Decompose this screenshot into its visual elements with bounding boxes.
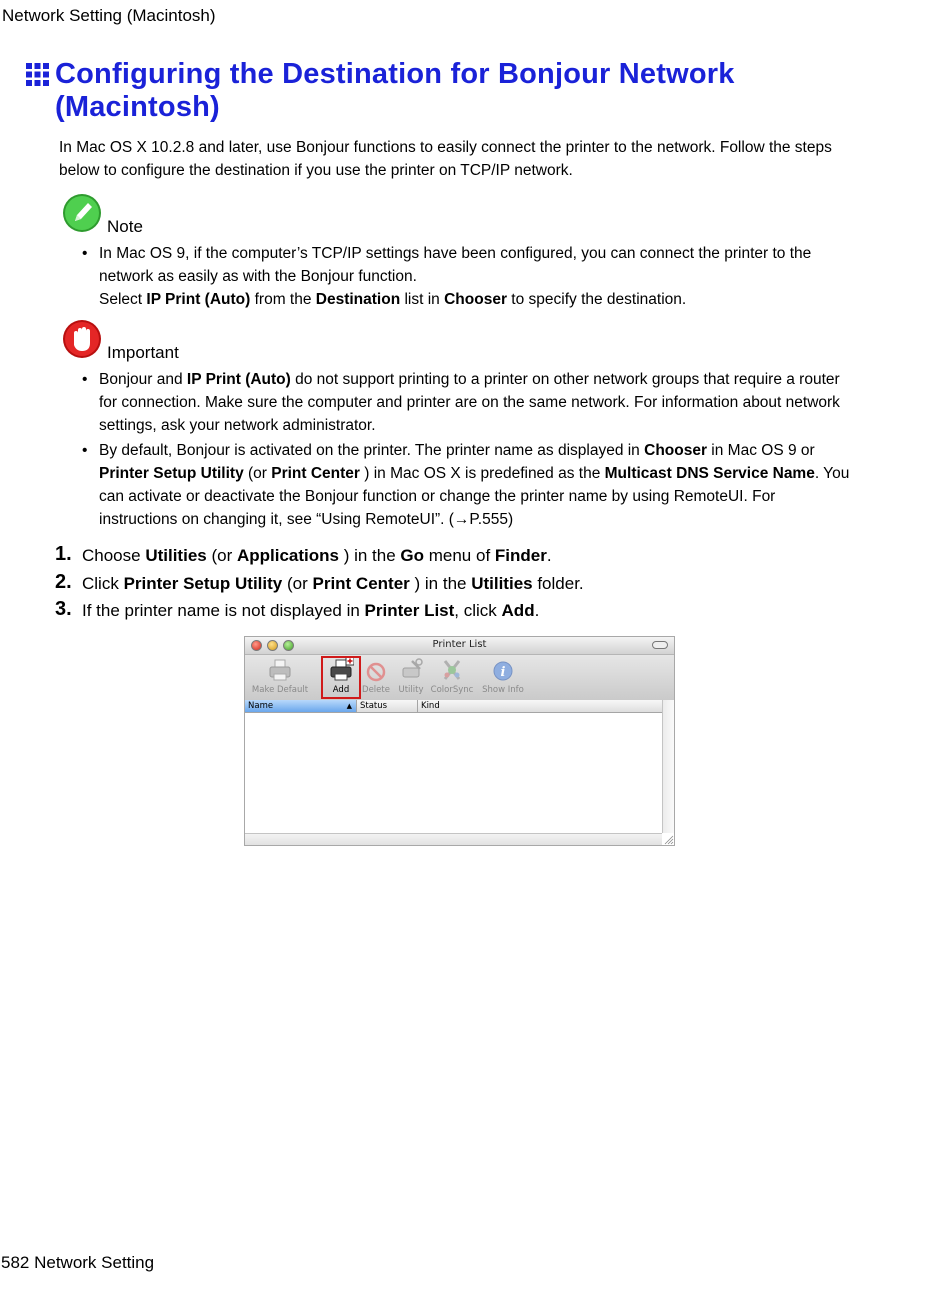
important-hand-icon <box>62 319 102 359</box>
printer-list[interactable] <box>245 713 662 833</box>
printer-list-window <box>244 636 675 846</box>
sort-ascending-icon: ▲ <box>346 702 352 710</box>
delete-icon <box>363 657 389 683</box>
printer-icon <box>267 657 293 683</box>
delete-button[interactable]: Delete <box>359 657 393 695</box>
utility-icon <box>398 657 424 683</box>
column-name[interactable]: Name ▲ <box>245 700 357 712</box>
show-info-button[interactable]: i Show Info <box>479 657 527 695</box>
add-button[interactable]: Add <box>325 657 357 695</box>
resize-grip-icon[interactable] <box>662 833 674 845</box>
horizontal-scrollbar[interactable] <box>245 833 662 845</box>
make-default-button[interactable]: Make Default <box>250 657 310 695</box>
colorsync-icon <box>439 657 465 683</box>
window-titlebar[interactable] <box>245 637 674 655</box>
list-item: • By default, Bonjour is activated on the printer. The printer name as displayed in Chooser in Mac OS 9 or Printer Setup Utility (or Print Center ) in Mac OS X is predefined as the Multicast DNS Service Name. You can activate or deactivate the Bonjour function or change the printer name by using RemoteUI. For instructions on changing it, see “Using RemoteUI”. (→P.555) <box>82 442 850 528</box>
column-kind[interactable]: Kind <box>421 701 440 711</box>
note-list <box>80 242 850 311</box>
toolbar-toggle-icon[interactable] <box>652 641 668 649</box>
column-headers <box>245 700 662 713</box>
window-toolbar <box>245 655 674 701</box>
step-3: 3. If the printer name is not displayed in Printer List, click Add. <box>55 598 540 620</box>
page-title: Configuring the Destination for Bonjour Network (Macintosh) <box>55 58 735 123</box>
important-list <box>80 368 850 531</box>
important-label: Important <box>107 343 179 362</box>
info-icon <box>490 657 516 683</box>
list-item: • In Mac OS 9, if the computer’s TCP/IP settings have been configured, you can connect the printer to the network as easily as with the Bonjour function. Select IP Print (Auto) from the Destination list in Chooser to specify the destination. <box>82 245 812 308</box>
svg-text:i: i <box>500 665 506 680</box>
page-footer: 582 Network Setting <box>1 1253 155 1272</box>
step-2: 2. Click Printer Setup Utility (or Print Center ) in the Utilities folder. <box>55 570 584 593</box>
column-status[interactable]: Status <box>357 700 418 712</box>
note-pencil-icon <box>62 193 102 233</box>
list-item: • Bonjour and IP Print (Auto) do not support printing to a printer on other network groups that require a router for connection. Make sure the computer and printer are on the same network. For information about network settings, ask your network administrator. <box>82 371 840 434</box>
grid-icon <box>26 63 49 86</box>
utility-button[interactable]: Utility <box>395 657 427 695</box>
vertical-scrollbar[interactable] <box>662 700 674 833</box>
note-label: Note <box>107 217 143 236</box>
step-1: 1. Choose Utilities (or Applications ) in the Go menu of Finder. <box>55 543 552 565</box>
add-highlight-box <box>321 656 361 699</box>
window-title: Printer List <box>432 639 487 650</box>
running-header: Network Setting (Macintosh) <box>2 6 216 25</box>
steps-list <box>55 544 855 627</box>
colorsync-button[interactable]: ColorSync <box>429 657 475 695</box>
intro-paragraph: In Mac OS X 10.2.8 and later, use Bonjour functions to easily connect the printer to the network. Follow the steps below to configure the destination if you use the printer on TCP/IP network. <box>59 139 832 179</box>
